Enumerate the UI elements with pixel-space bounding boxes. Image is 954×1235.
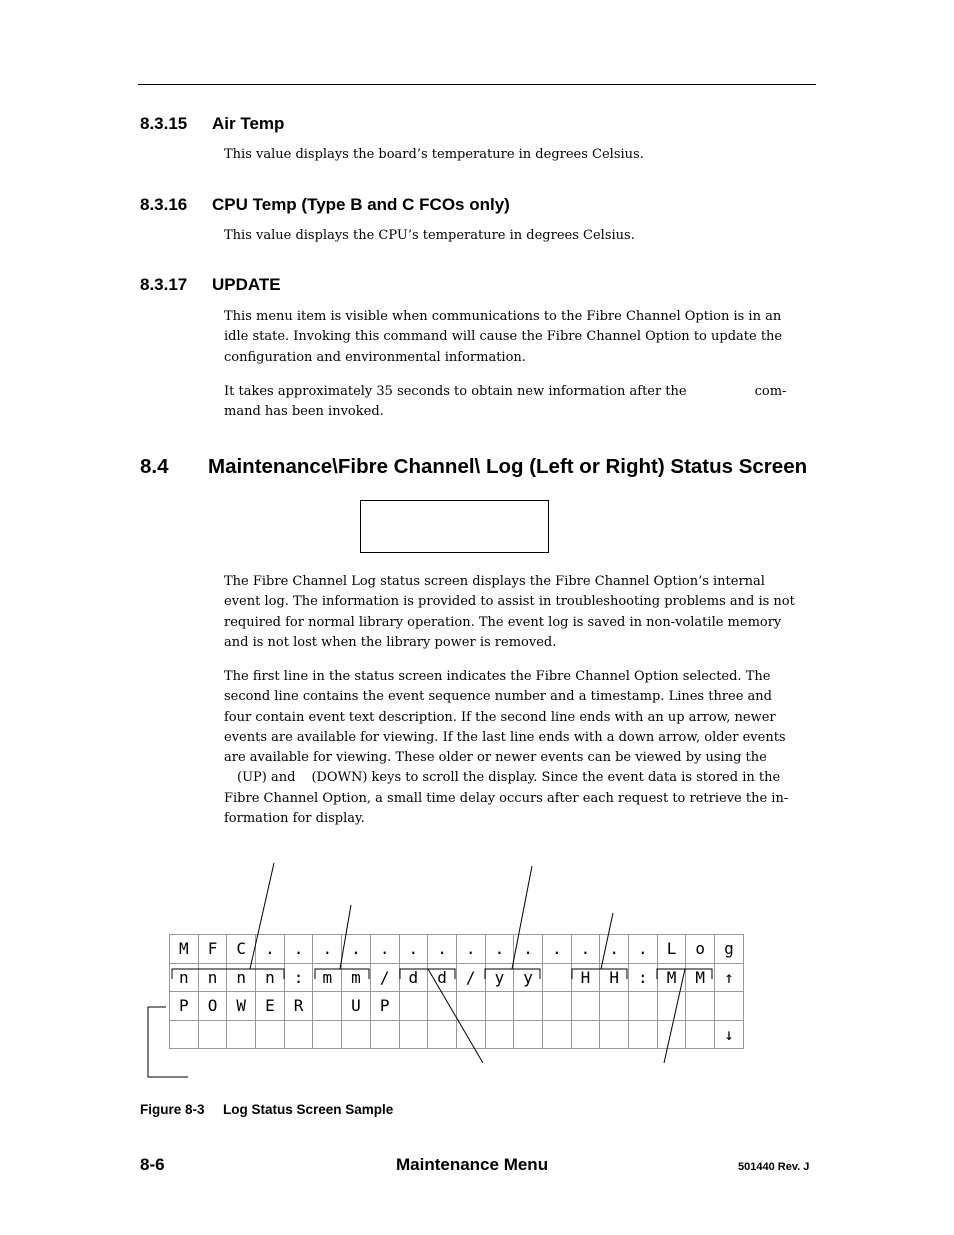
lcd-cell: m bbox=[342, 963, 371, 992]
heading-log-status bbox=[140, 455, 807, 479]
lcd-cell: . bbox=[256, 935, 285, 964]
lcd-cell: L bbox=[657, 935, 686, 964]
text-span: (DOWN) keys to scroll the display. Since the event data is stored in the bbox=[311, 770, 781, 786]
paragraph-log-2 bbox=[224, 667, 789, 829]
lcd-cell bbox=[485, 992, 514, 1021]
lcd-cell: U bbox=[342, 992, 371, 1021]
lcd-cell bbox=[342, 1020, 371, 1049]
lcd-cell bbox=[399, 992, 428, 1021]
lcd-cell: W bbox=[227, 992, 256, 1021]
heading-update bbox=[140, 275, 281, 295]
lcd-cell: d bbox=[428, 963, 457, 992]
menu-path-box bbox=[360, 500, 549, 553]
paragraph-air-temp bbox=[224, 145, 786, 165]
lcd-cell: n bbox=[198, 963, 227, 992]
lcd-cell: m bbox=[313, 963, 342, 992]
lcd-cell: / bbox=[370, 963, 399, 992]
lcd-cell bbox=[542, 1020, 571, 1049]
lcd-cell: C bbox=[227, 935, 256, 964]
lcd-cell bbox=[256, 1020, 285, 1049]
lcd-row bbox=[170, 992, 744, 1021]
lcd-cell: M bbox=[170, 935, 199, 964]
text-line: Fibre Channel Option, a small time delay occurs after each request to retrieve the in- bbox=[224, 790, 789, 806]
lcd-cell bbox=[600, 1020, 629, 1049]
text-line: The first line in the status screen indicates the Fibre Channel Option selected. The bbox=[224, 669, 771, 684]
lcd-row bbox=[170, 963, 744, 992]
lcd-cell: . bbox=[313, 935, 342, 964]
lcd-row bbox=[170, 1020, 744, 1049]
lcd-cell: . bbox=[571, 935, 600, 964]
lcd-cell: . bbox=[284, 935, 313, 964]
lcd-cell bbox=[542, 963, 571, 992]
lcd-cell: . bbox=[542, 935, 571, 964]
text-line: This value displays the board’s temperature in degrees Celsius. bbox=[224, 147, 644, 162]
section-number: 8.3.17 bbox=[140, 275, 188, 294]
lcd-cell: M bbox=[657, 963, 686, 992]
text-span: com- bbox=[754, 384, 787, 399]
text-line: events are available for viewing. If the last line ends with a down arrow, older events bbox=[224, 729, 786, 745]
lcd-cell: F bbox=[198, 935, 227, 964]
lcd-cell bbox=[170, 1020, 199, 1049]
lcd-cell: . bbox=[342, 935, 371, 964]
lcd-cell: . bbox=[370, 935, 399, 964]
lcd-cell bbox=[571, 1020, 600, 1049]
text-line: formation for display. bbox=[224, 811, 365, 827]
section-title: UPDATE bbox=[212, 275, 281, 294]
lcd-cell bbox=[657, 1020, 686, 1049]
lcd-cell: o bbox=[686, 935, 715, 964]
text-line bbox=[224, 768, 786, 788]
lcd-cell bbox=[514, 1020, 543, 1049]
text-line bbox=[224, 382, 786, 402]
lcd-cell bbox=[629, 1020, 658, 1049]
lcd-cell: d bbox=[399, 963, 428, 992]
heading-cpu-temp bbox=[140, 195, 510, 215]
section-number: 8.3.16 bbox=[140, 195, 188, 214]
paragraph-cpu-temp bbox=[224, 226, 786, 246]
lcd-cell bbox=[284, 1020, 313, 1049]
lcd-cell: . bbox=[600, 935, 629, 964]
section-number: 8.3.15 bbox=[140, 114, 188, 133]
text-line: second line contains the event sequence number and a timestamp. Lines three and bbox=[224, 689, 773, 705]
lcd-cell bbox=[428, 992, 457, 1021]
text-line: This menu item is visible when communications to the Fibre Channel Option is in an bbox=[224, 309, 782, 324]
paragraph-update-1 bbox=[224, 307, 786, 368]
text-line: are available for viewing. These older or newer events can be viewed by using the bbox=[224, 750, 767, 766]
lcd-cell: P bbox=[170, 992, 199, 1021]
lcd-cell: ↑ bbox=[715, 963, 744, 992]
paragraph-update-2 bbox=[224, 382, 786, 423]
lcd-cell: . bbox=[399, 935, 428, 964]
header-rule bbox=[138, 84, 816, 85]
lcd-cell: n bbox=[227, 963, 256, 992]
figure-number: Figure 8-3 bbox=[140, 1102, 205, 1117]
text-line: This value displays the CPU’s temperature in degrees Celsius. bbox=[224, 228, 635, 243]
lcd-cell: . bbox=[456, 935, 485, 964]
section-number: 8.4 bbox=[140, 455, 169, 478]
figure-title: Log Status Screen Sample bbox=[223, 1102, 394, 1117]
document-number: 501440 Rev. J bbox=[738, 1161, 810, 1173]
lcd-cell: / bbox=[456, 963, 485, 992]
section-title: Air Temp bbox=[212, 114, 285, 133]
lcd-cell: . bbox=[485, 935, 514, 964]
lcd-cell bbox=[227, 1020, 256, 1049]
lcd-cell: R bbox=[284, 992, 313, 1021]
text-line: and is not lost when the library power is removed. bbox=[224, 634, 557, 650]
lcd-cell: . bbox=[629, 935, 658, 964]
text-span: (UP) and bbox=[237, 770, 296, 786]
lcd-cell bbox=[485, 1020, 514, 1049]
lcd-cell bbox=[370, 1020, 399, 1049]
lcd-cell bbox=[600, 992, 629, 1021]
lcd-cell bbox=[456, 992, 485, 1021]
lcd-cell: H bbox=[600, 963, 629, 992]
section-title: Maintenance\Fibre Channel\ Log (Left or Right) Status Screen bbox=[208, 455, 808, 478]
lcd-cell: : bbox=[284, 963, 313, 992]
lcd-cell: O bbox=[198, 992, 227, 1021]
lcd-cell bbox=[542, 992, 571, 1021]
lcd-cell bbox=[399, 1020, 428, 1049]
lcd-cell bbox=[571, 992, 600, 1021]
text-line: idle state. Invoking this command will cause the Fibre Channel Option to update the bbox=[224, 329, 783, 345]
text-span: It takes approximately 35 seconds to obtain new information after the bbox=[224, 384, 687, 399]
lcd-cell: E bbox=[256, 992, 285, 1021]
page-number: 8-6 bbox=[140, 1155, 165, 1174]
lcd-cell bbox=[313, 1020, 342, 1049]
lcd-cell: y bbox=[514, 963, 543, 992]
lcd-cell bbox=[456, 1020, 485, 1049]
lcd-cell: . bbox=[514, 935, 543, 964]
heading-air-temp bbox=[140, 114, 284, 134]
lcd-cell: H bbox=[571, 963, 600, 992]
lcd-cell bbox=[313, 992, 342, 1021]
lcd-cell: M bbox=[686, 963, 715, 992]
text-line: The Fibre Channel Log status screen displays the Fibre Channel Option’s internal bbox=[224, 574, 765, 589]
lcd-cell bbox=[686, 1020, 715, 1049]
lcd-cell: n bbox=[256, 963, 285, 992]
footer-section-title: Maintenance Menu bbox=[396, 1155, 549, 1174]
lcd-cell: : bbox=[629, 963, 658, 992]
text-line: required for normal library operation. The event log is saved in non-volatile memory bbox=[224, 614, 782, 630]
lcd-cell: n bbox=[170, 963, 199, 992]
text-line: mand has been invoked. bbox=[224, 404, 384, 420]
lcd-screen-sample bbox=[169, 934, 744, 1049]
text-line: four contain event text description. If the second line ends with an up arrow, newer bbox=[224, 709, 776, 725]
lcd-row bbox=[170, 935, 744, 964]
lcd-cell: y bbox=[485, 963, 514, 992]
lcd-cell: . bbox=[428, 935, 457, 964]
lcd-cell: g bbox=[715, 935, 744, 964]
lcd-cell bbox=[715, 992, 744, 1021]
section-title: CPU Temp (Type B and C FCOs only) bbox=[212, 195, 510, 214]
figure-caption bbox=[140, 1102, 393, 1117]
lcd-cell bbox=[514, 992, 543, 1021]
lcd-cell: ↓ bbox=[715, 1020, 744, 1049]
lcd-cell bbox=[198, 1020, 227, 1049]
lcd-cell bbox=[657, 992, 686, 1021]
text-line: event log. The information is provided to assist in troubleshooting problems and is not bbox=[224, 594, 795, 610]
lcd-cell bbox=[428, 1020, 457, 1049]
lcd-cell bbox=[686, 992, 715, 1021]
lcd-cell: P bbox=[370, 992, 399, 1021]
paragraph-log-1 bbox=[224, 572, 795, 653]
lcd-cell bbox=[629, 992, 658, 1021]
text-line: configuration and environmental information. bbox=[224, 349, 526, 365]
